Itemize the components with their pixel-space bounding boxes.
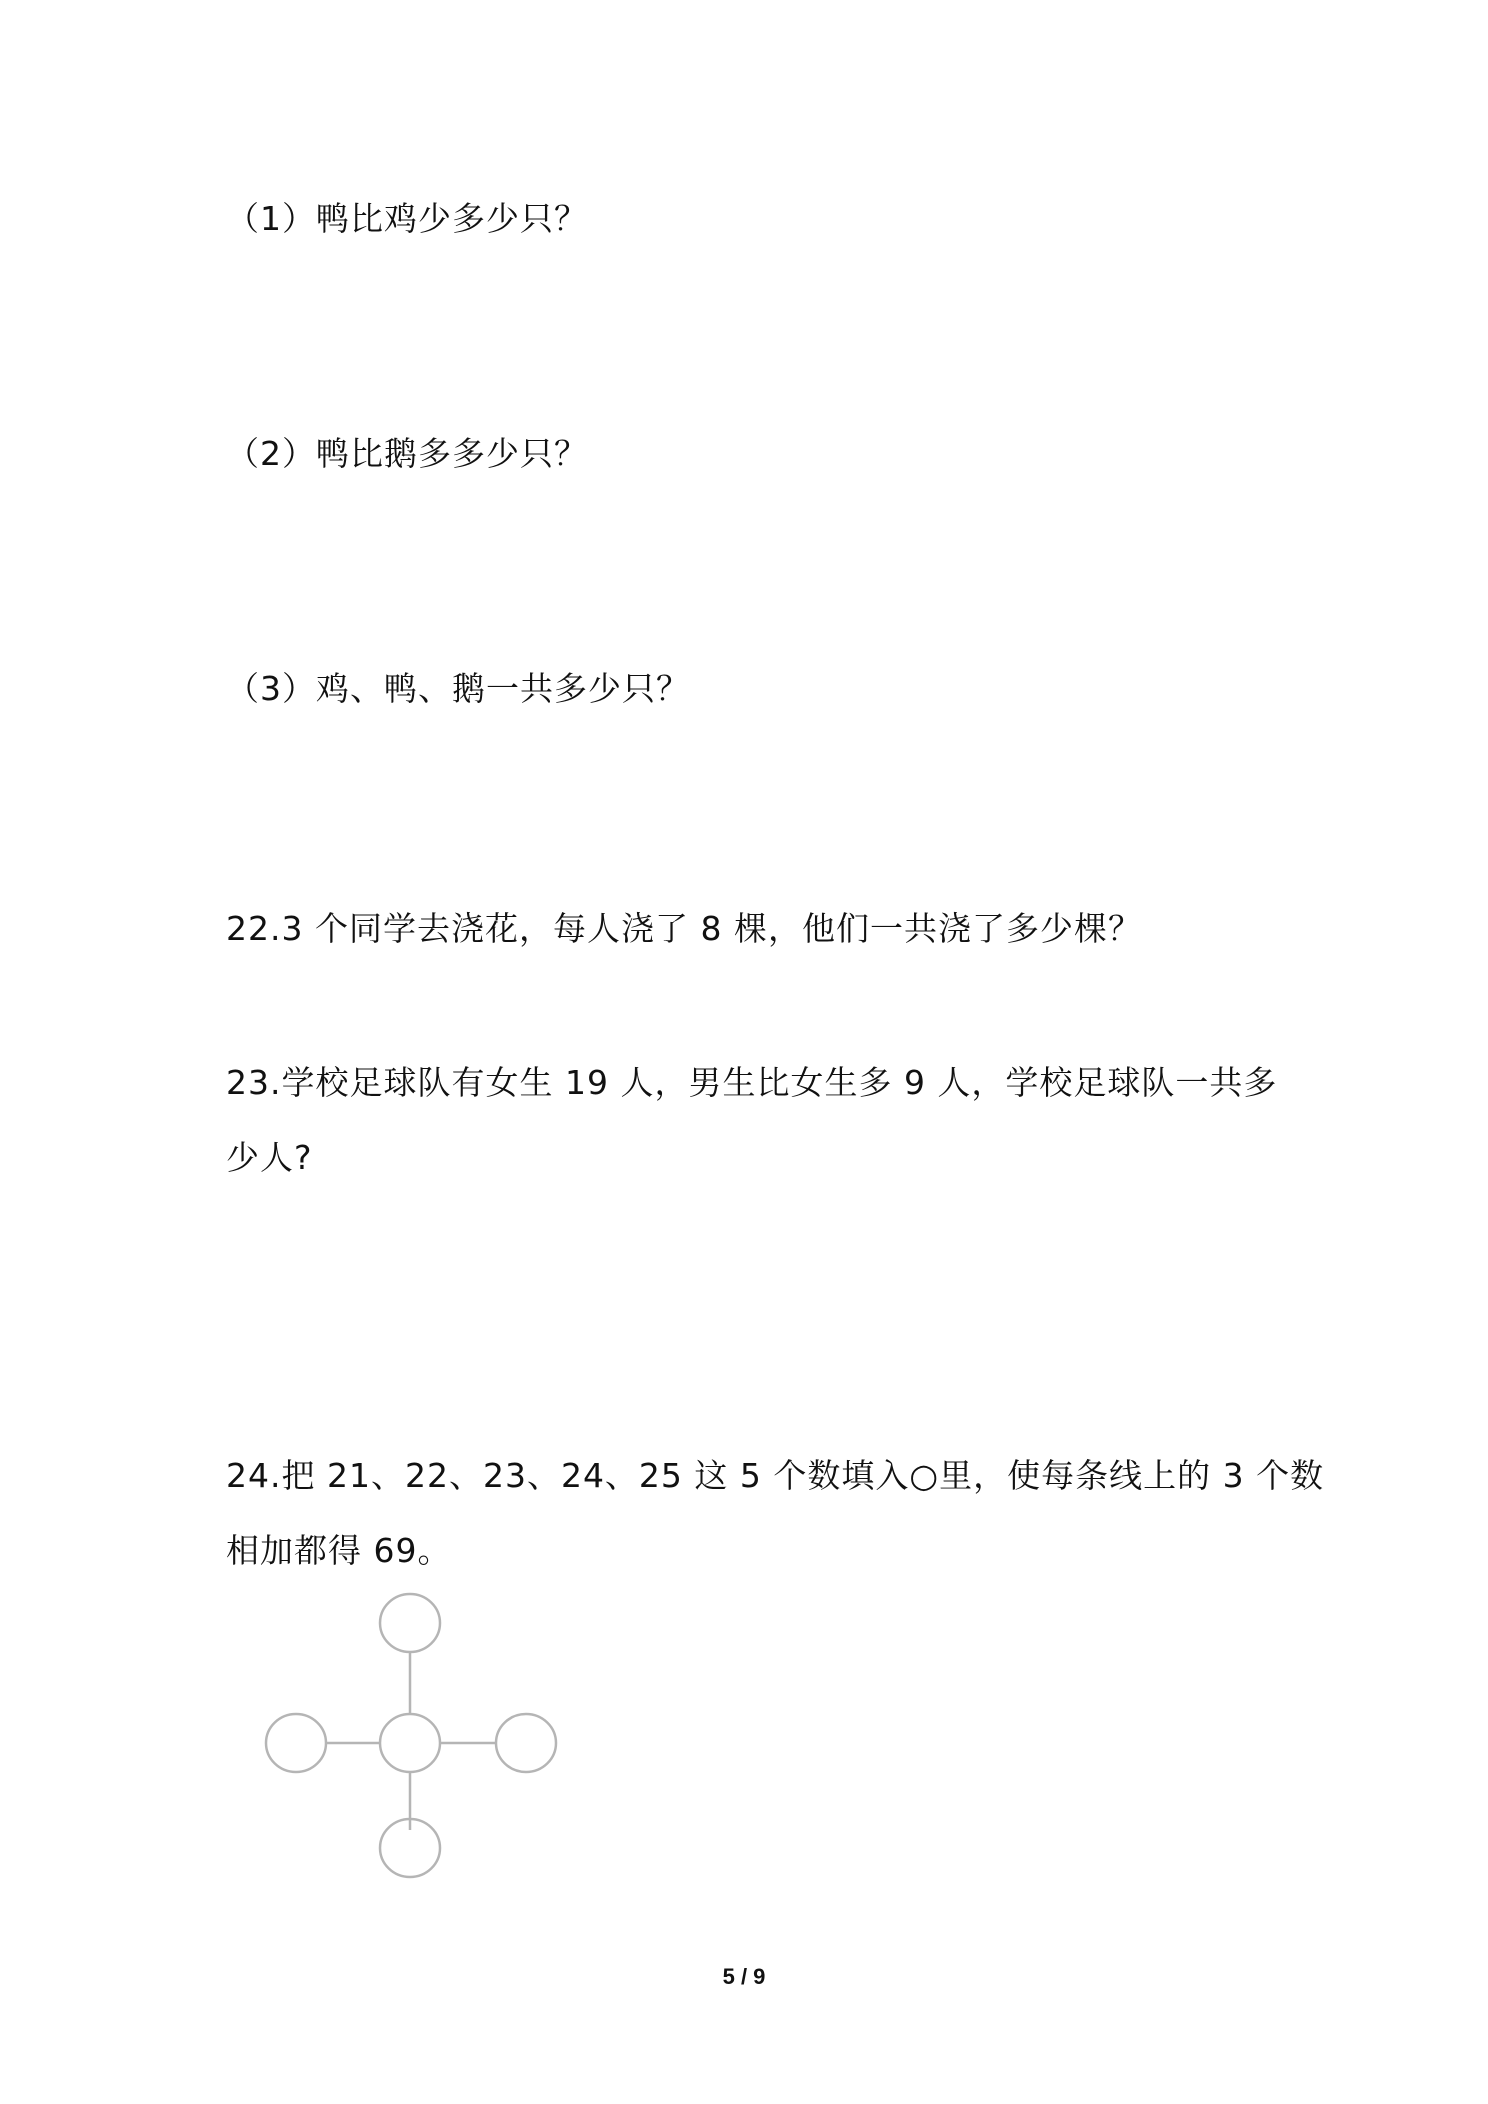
question-21-part-3: （3）鸡、鸭、鹅一共多少只？ bbox=[226, 669, 690, 708]
circle-top[interactable] bbox=[380, 1594, 440, 1652]
circle-left[interactable] bbox=[266, 1714, 326, 1772]
page-number: 5 / 9 bbox=[722, 1964, 766, 1989]
cross-circle-diagram bbox=[260, 1590, 570, 1880]
question-23-line-2: 少人? bbox=[226, 1138, 313, 1177]
question-23-line-1: 23.学校足球队有女生 19 人，男生比女生多 9 人，学校足球队一共多 bbox=[226, 1063, 1278, 1102]
question-22: 22.3 个同学去浇花，每人浇了 8 棵，他们一共浇了多少棵？ bbox=[226, 909, 1142, 948]
question-21-part-2: （2）鸭比鹅多多少只？ bbox=[226, 434, 588, 473]
question-24-line-2: 相加都得 69。 bbox=[226, 1531, 452, 1570]
question-21-part-1: （1）鸭比鸡少多少只？ bbox=[226, 199, 588, 238]
question-24-line-1: 24.把 21、22、23、24、25 这 5 个数填入○里，使每条线上的 3 个数 bbox=[226, 1456, 1325, 1495]
circle-right[interactable] bbox=[496, 1714, 556, 1772]
circle-center[interactable] bbox=[380, 1714, 440, 1772]
